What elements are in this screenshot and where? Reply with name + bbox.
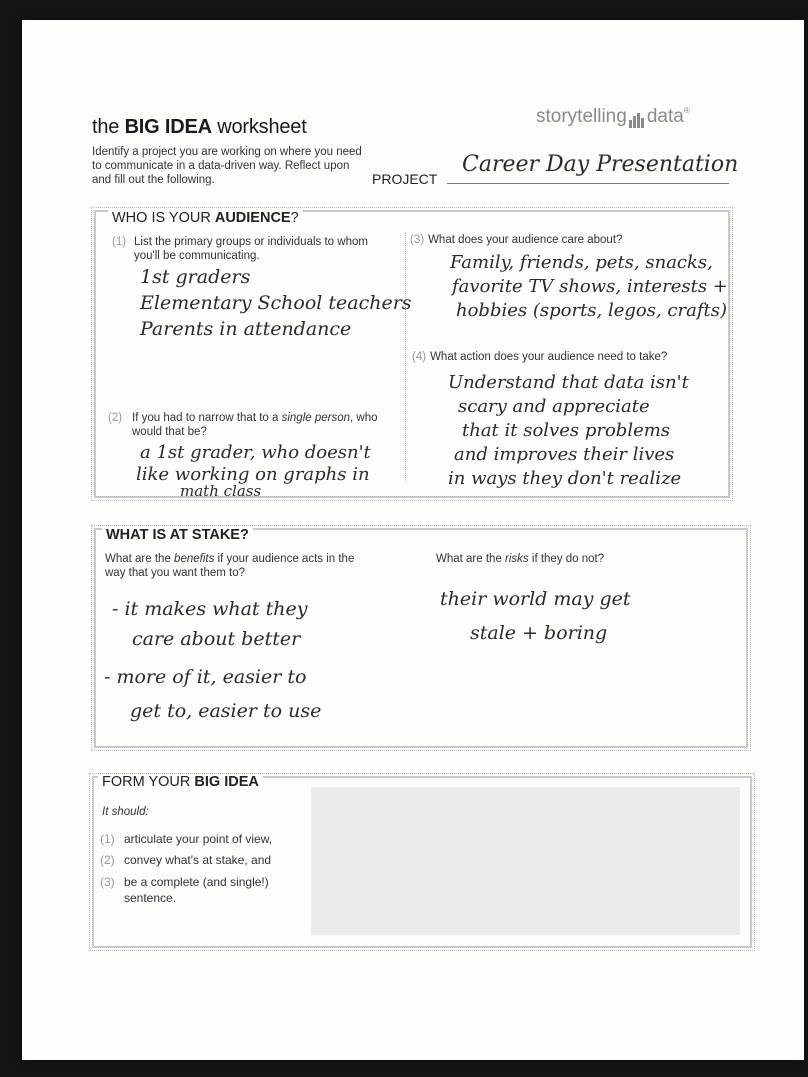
audience-q1: (1) List the primary groups or individuals to whom you'll be communicating. <box>112 236 368 262</box>
audience-q3-answer-2[interactable]: favorite TV shows, interests + <box>452 276 728 297</box>
audience-q3-answer-1[interactable]: Family, friends, pets, snacks, <box>450 252 713 273</box>
audience-divider <box>405 232 406 482</box>
form-criteria-item: (2) convey what's at stake, and <box>100 853 272 867</box>
audience-q4-answer-4[interactable]: and improves their lives <box>454 444 675 465</box>
project-label: PROJECT <box>372 171 438 187</box>
project-value[interactable]: Career Day Presentation <box>462 152 739 177</box>
form-section-title: FORM YOUR BIG IDEA <box>98 774 263 790</box>
audience-q2-answer-3[interactable]: math class <box>180 482 262 500</box>
audience-q4-answer-1[interactable]: Understand that data isn't <box>448 372 689 393</box>
audience-q4: (4) What action does your audience need to take? <box>412 351 668 363</box>
form-criteria-item: (3) be a complete (and single!) sentence. <box>100 875 269 905</box>
audience-q1-answer-1[interactable]: 1st graders <box>140 266 251 288</box>
brand-logo: storytelling data® <box>536 106 690 128</box>
form-criteria-list <box>100 829 296 906</box>
bar-chart-icon <box>629 106 645 128</box>
stake-risks-answer-2[interactable]: stale + boring <box>470 622 608 644</box>
stake-risks-question: What are the risks if they do not? <box>436 553 605 565</box>
stake-benefits-answer-2[interactable]: care about better <box>132 628 301 650</box>
worksheet-title: the BIG IDEA worksheet <box>92 116 307 138</box>
project-line <box>447 183 729 184</box>
stake-risks-answer-1[interactable]: their world may get <box>440 588 631 610</box>
audience-q2: (2) If you had to narrow that to a single person, who would that be? <box>108 412 378 438</box>
stake-benefits-answer-1[interactable]: - it makes what they <box>112 598 308 620</box>
audience-q1-answer-3[interactable]: Parents in attendance <box>140 318 352 340</box>
audience-q4-answer-2[interactable]: scary and appreciate <box>458 396 650 417</box>
stake-benefits-question: What are the benefits if your audience acts in the way that you want them to? <box>105 553 355 579</box>
worksheet-intro: Identify a project you are working on where you need to communicate in a data-driven way. Reflect upon and fill out the following. <box>92 146 362 186</box>
form-criteria-item: (1) articulate your point of view, <box>100 832 273 846</box>
audience-q1-answer-2[interactable]: Elementary School teachers <box>140 292 412 314</box>
audience-q4-answer-3[interactable]: that it solves problems <box>462 420 671 441</box>
audience-q2-answer-1[interactable]: a 1st grader, who doesn't <box>140 442 371 463</box>
stake-benefits-answer-4[interactable]: get to, easier to use <box>130 700 322 722</box>
stake-benefits-answer-3[interactable]: - more of it, easier to <box>104 666 307 688</box>
audience-section-title: WHO IS YOUR AUDIENCE? <box>108 210 303 226</box>
audience-q3-answer-3[interactable]: hobbies (sports, legos, crafts) <box>456 300 728 321</box>
form-it-should: It should: <box>102 806 149 818</box>
audience-q2-answer-2[interactable]: like working on graphs in <box>136 464 370 485</box>
audience-q3: (3) What does your audience care about? <box>410 234 623 246</box>
big-idea-answer-area[interactable] <box>311 787 740 935</box>
audience-q4-answer-5[interactable]: in ways they don't realize <box>448 468 682 489</box>
stake-section-title: WHAT IS AT STAKE? <box>102 527 253 543</box>
